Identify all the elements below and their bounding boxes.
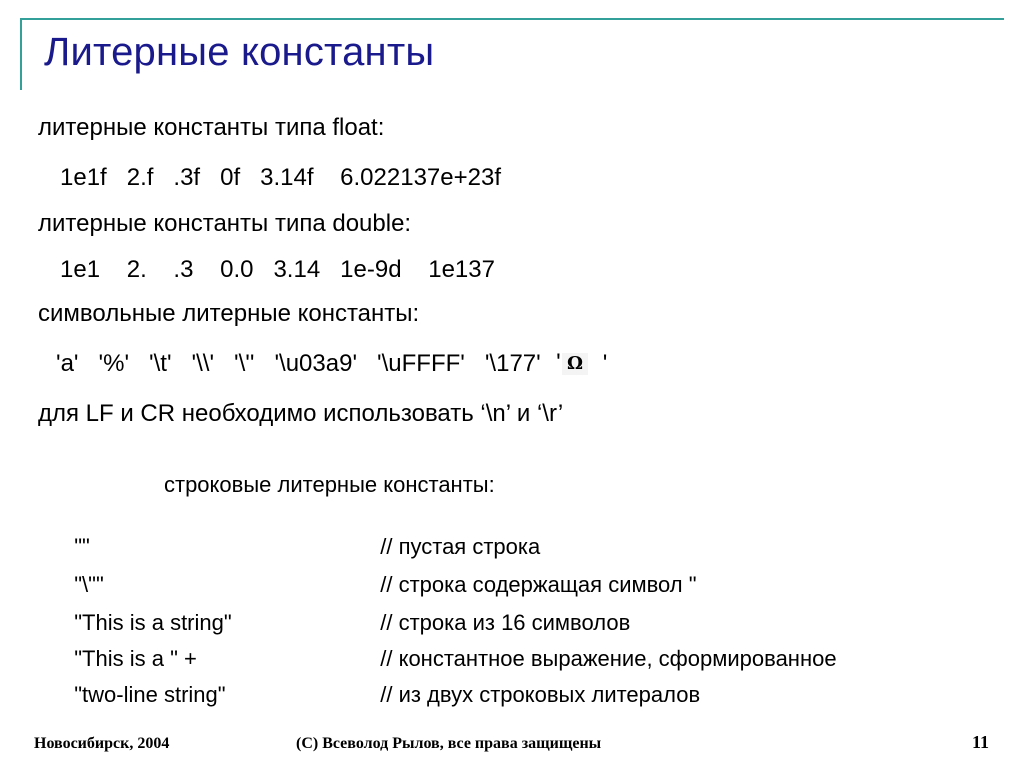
float-values: 1e1f 2.f .3f 0f 3.14f 6.022137e+23f bbox=[60, 164, 501, 191]
string-example-row bbox=[62, 656, 700, 708]
string-example-code: "" bbox=[74, 534, 90, 559]
double-heading: литерные константы типа double: bbox=[38, 210, 412, 237]
footer-location-year: Новосибирск, 2004 bbox=[34, 735, 170, 752]
slide-title: Литерные константы bbox=[44, 30, 435, 74]
page-number: 11 bbox=[972, 732, 990, 752]
omega-close-quote: ' bbox=[596, 350, 608, 377]
left-rule bbox=[20, 18, 22, 90]
string-heading: строковые литерные константы: bbox=[164, 472, 495, 497]
char-heading: символьные литерные константы: bbox=[38, 300, 420, 327]
float-heading: литерные константы типа float: bbox=[38, 114, 385, 141]
omega-icon: Ω bbox=[562, 353, 588, 375]
string-example-code: "This is a string" bbox=[74, 610, 232, 635]
top-rule bbox=[20, 18, 1004, 20]
footer-copyright: (С) Всеволод Рылов, все права защищены bbox=[296, 735, 602, 752]
string-example-comment: // константное выражение, сформированное bbox=[380, 646, 837, 671]
lf-cr-note: для LF и CR необходимо использовать ‘\n’ и ‘\r’ bbox=[38, 400, 564, 427]
string-example-comment: // строка содержащая символ " bbox=[380, 572, 697, 597]
string-example-comment: // строка из 16 символов bbox=[380, 610, 631, 635]
string-example-code: "\"" bbox=[74, 572, 104, 597]
omega-open-quote: ' bbox=[556, 349, 561, 376]
char-values: 'a' '%' '\t' '\\' '\'' '\u03a9' '\uFFFF' '\177' bbox=[56, 350, 555, 377]
omega-char-literal bbox=[556, 351, 596, 377]
string-example-comment: // из двух строковых литералов bbox=[380, 682, 701, 707]
double-values: 1e1 2. .3 0.0 3.14 1e-9d 1e137 bbox=[60, 256, 495, 283]
string-example-comment: // пустая строка bbox=[380, 534, 541, 559]
string-example-code: "two-line string" bbox=[74, 682, 226, 707]
char-values-row bbox=[56, 350, 607, 378]
string-example-code: "This is a " + bbox=[74, 646, 197, 671]
